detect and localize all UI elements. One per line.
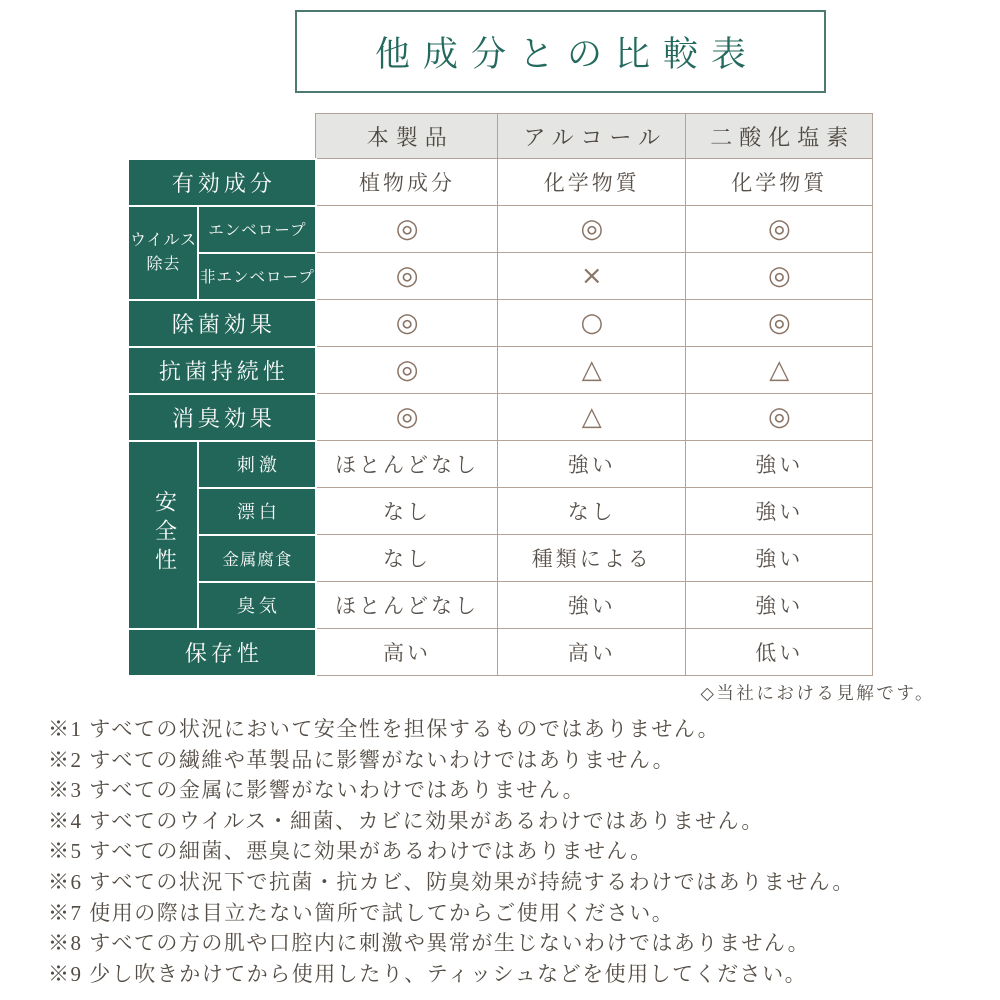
cell-irritation-alcohol: 強い: [498, 441, 686, 488]
footnotes: [48, 714, 855, 989]
cell-deodorizing-product: ◎: [316, 394, 498, 441]
comparison-table: [127, 113, 873, 677]
footnote-2: ※2 すべての繊維や革製品に影響がないわけではありません。: [48, 747, 676, 772]
row-label-deodorizing: 消臭効果: [128, 394, 316, 441]
cell-sterilization-alcohol: ○: [498, 300, 686, 347]
cell-preservability-chlorine: 低い: [686, 629, 873, 676]
row-sublabel-bleaching: 漂白: [198, 488, 316, 535]
cell-deodorizing-alcohol: △: [498, 394, 686, 441]
cell-metal-corrosion-product: なし: [316, 535, 498, 582]
safety-vertical-text: 安全性: [152, 490, 178, 577]
column-header-product: 本製品: [316, 114, 498, 159]
row-sublabel-odor: 臭気: [198, 582, 316, 629]
company-view-note: ◇当社における見解です。: [700, 683, 935, 703]
footnote-6: ※6 すべての状況下で抗菌・抗カビ、防臭効果が持続するわけではありません。: [48, 869, 855, 894]
cell-non-envelope-product: ◎: [316, 253, 498, 300]
row-sublabel-non-envelope: 非エンベロープ: [198, 253, 316, 300]
row-label-sterilization: 除菌効果: [128, 300, 316, 347]
cell-irritation-product: ほとんどなし: [316, 441, 498, 488]
cell-antibacterial-product: ◎: [316, 347, 498, 394]
cell-deodorizing-chlorine: ◎: [686, 394, 873, 441]
cell-antibacterial-alcohol: △: [498, 347, 686, 394]
virus-removal-line1: ウイルス: [130, 232, 198, 250]
cell-envelope-chlorine: ◎: [686, 206, 873, 253]
group-label-virus-removal: [128, 206, 198, 300]
row-label-active-ingredient: 有効成分: [128, 159, 316, 206]
row-sublabel-irritation: 刺激: [198, 441, 316, 488]
footnote-4: ※4 すべてのウイルス・細菌、カビに効果があるわけではありません。: [48, 808, 764, 833]
footnote-8: ※8 すべての方の肌や口腔内に刺激や異常が生じないわけではありません。: [48, 931, 811, 956]
cell-irritation-chlorine: 強い: [686, 441, 873, 488]
cell-sterilization-product: ◎: [316, 300, 498, 347]
column-header-alcohol: アルコール: [498, 114, 686, 159]
cell-odor-chlorine: 強い: [686, 582, 873, 629]
cell-active-ingredient-chlorine: 化学物質: [686, 159, 873, 206]
footnote-1: ※1 すべての状況において安全性を担保するものではありません。: [48, 717, 721, 741]
page-title: 他成分との比較表: [374, 34, 759, 74]
footnote-9: ※9 少し吹きかけてから使用したり、ティッシュなどを使用してください。: [48, 961, 808, 986]
cell-bleaching-chlorine: 強い: [686, 488, 873, 535]
cell-preservability-product: 高い: [316, 629, 498, 676]
column-header-chlorine-dioxide: 二酸化塩素: [686, 114, 873, 159]
row-sublabel-metal-corrosion: 金属腐食: [198, 535, 316, 582]
row-label-preservability: 保存性: [128, 629, 316, 676]
cell-active-ingredient-alcohol: 化学物質: [498, 159, 686, 206]
cell-sterilization-chlorine: ◎: [686, 300, 873, 347]
cell-envelope-product: ◎: [316, 206, 498, 253]
cell-metal-corrosion-alcohol: 種類による: [498, 535, 686, 582]
corner-cell: [128, 114, 316, 159]
cell-bleaching-product: なし: [316, 488, 498, 535]
cell-non-envelope-alcohol: ×: [498, 253, 686, 300]
cell-envelope-alcohol: ◎: [498, 206, 686, 253]
footnote-5: ※5 すべての細菌、悪臭に効果があるわけではありません。: [48, 839, 653, 864]
cell-metal-corrosion-chlorine: 強い: [686, 535, 873, 582]
cell-preservability-alcohol: 高い: [498, 629, 686, 676]
group-label-safety: [128, 441, 198, 629]
title-box: [295, 10, 826, 93]
cell-non-envelope-chlorine: ◎: [686, 253, 873, 300]
footnote-7: ※7 使用の際は目立たない箇所で試してからご使用ください。: [48, 900, 675, 925]
virus-removal-line2: 除去: [146, 255, 181, 273]
footnote-3: ※3 すべての金属に影響がないわけではありません。: [48, 778, 586, 803]
row-sublabel-envelope: エンベロープ: [198, 206, 316, 253]
cell-active-ingredient-product: 植物成分: [316, 159, 498, 206]
row-label-antibacterial-persistence: 抗菌持続性: [128, 347, 316, 394]
cell-bleaching-alcohol: なし: [498, 488, 686, 535]
cell-odor-alcohol: 強い: [498, 582, 686, 629]
cell-antibacterial-chlorine: △: [686, 347, 873, 394]
cell-odor-product: ほとんどなし: [316, 582, 498, 629]
